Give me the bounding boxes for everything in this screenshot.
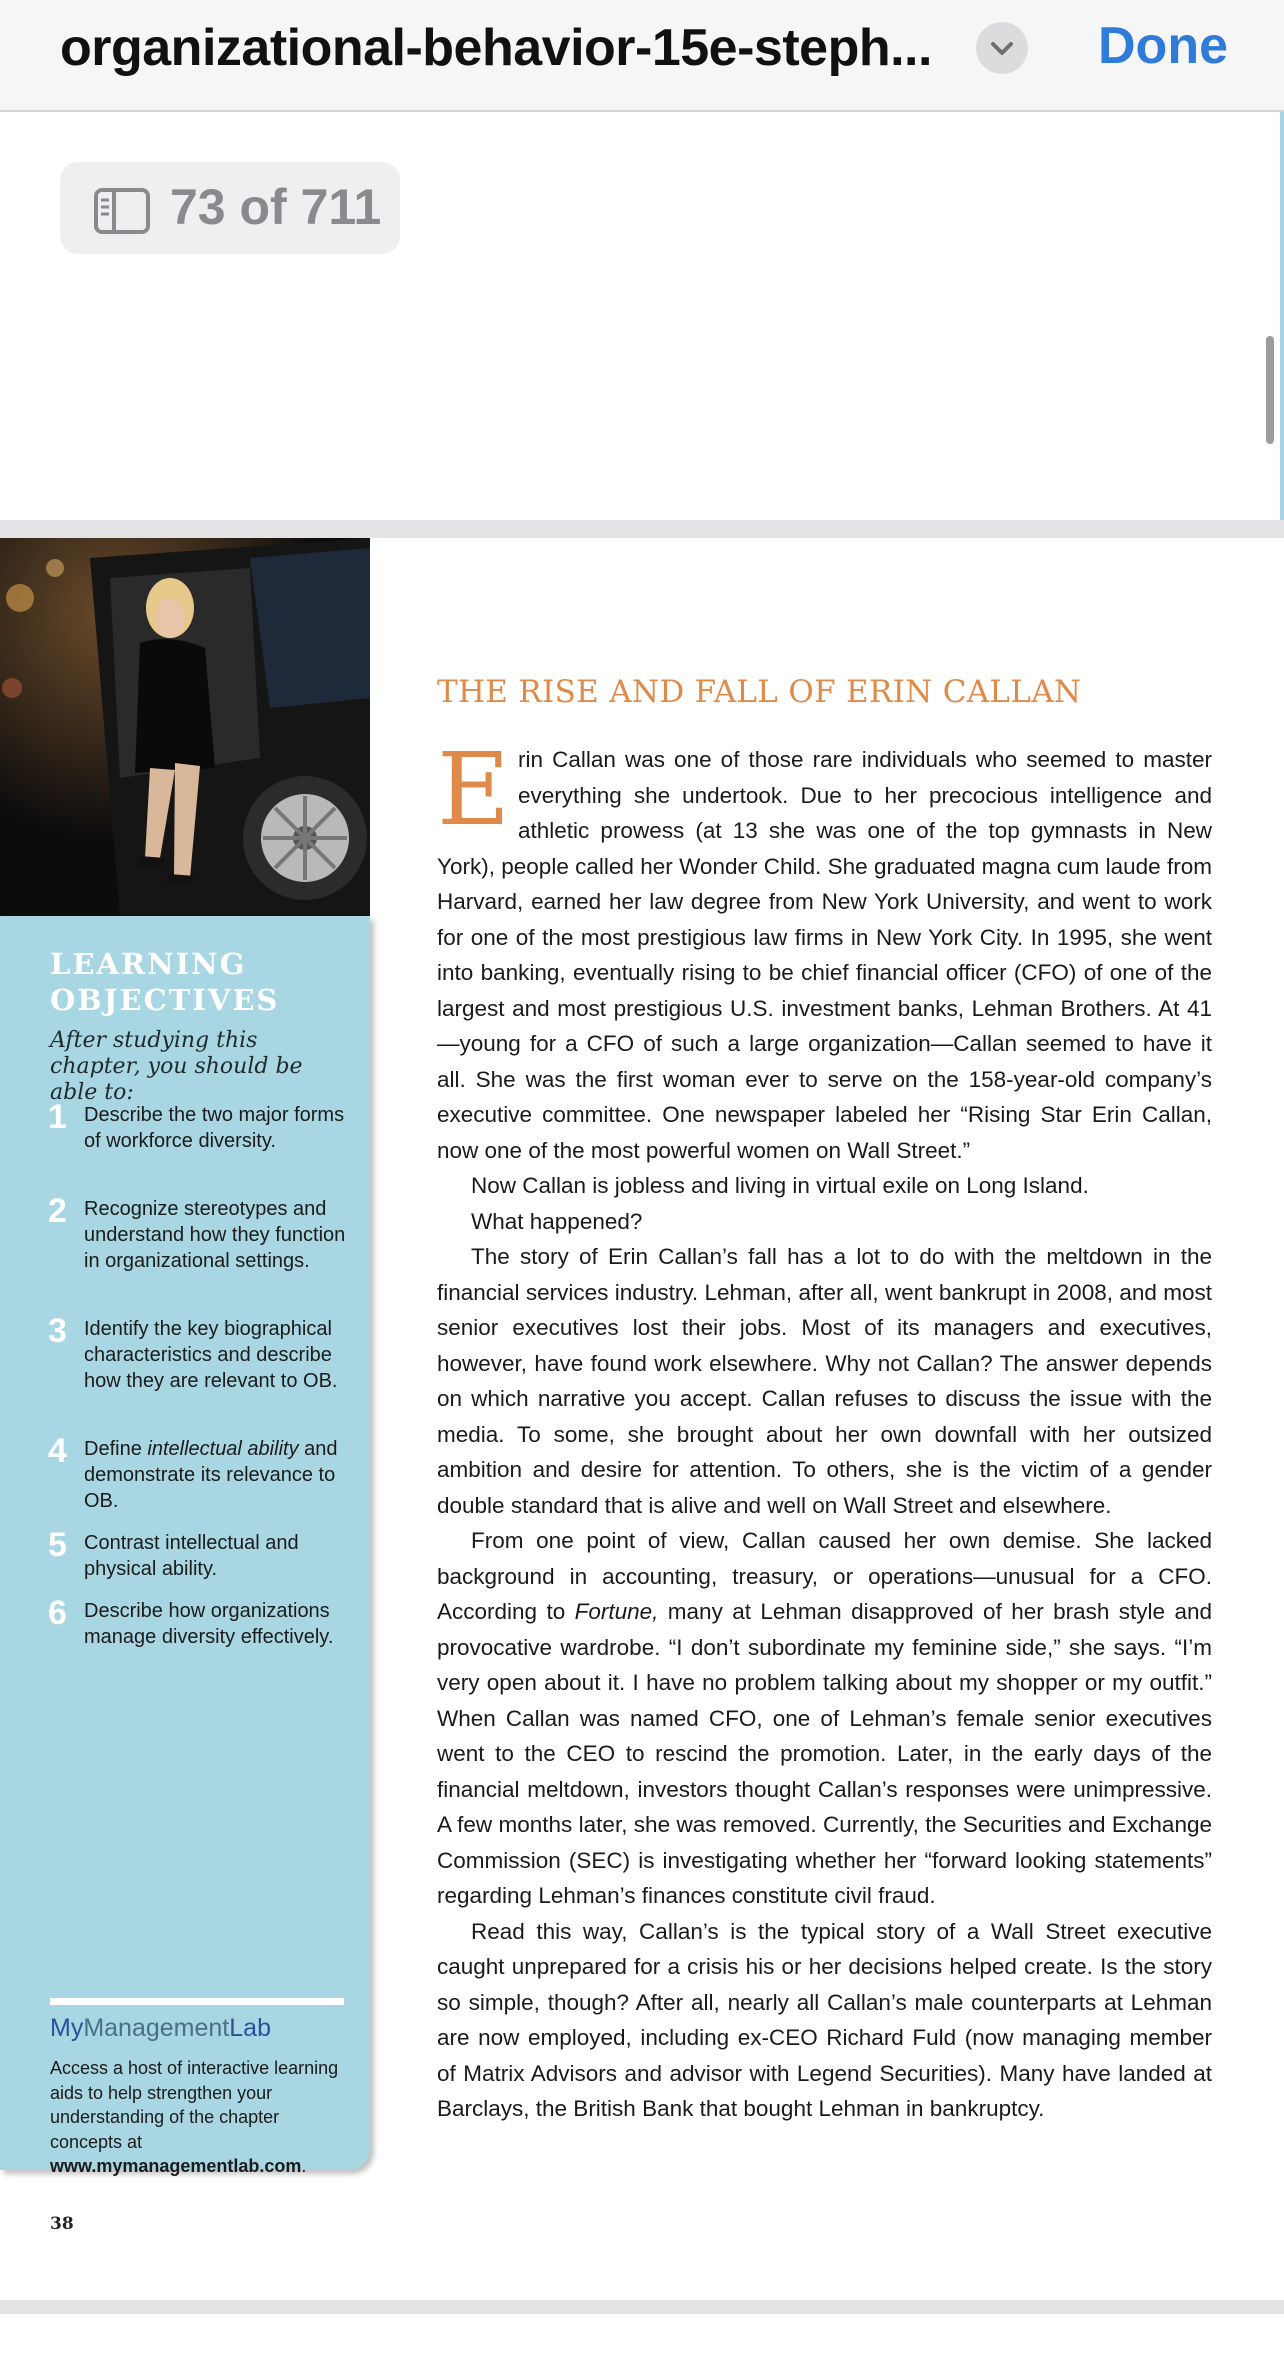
mymanagementlab-text [50,2056,350,2179]
objective-number: 5 [48,1526,67,1564]
brand-part: My [50,2014,84,2042]
article-title: THE RISE AND FALL OF ERIN CALLAN [437,674,1082,710]
learning-objectives-subtitle: After studying this chapter, you should be able to: [50,1028,303,1105]
next-page [0,2314,1284,2375]
paragraph-italic: Fortune, [574,1599,659,1624]
brand-part: Lab [229,2014,271,2042]
objective-text-italic: intellectual ability [147,1438,299,1460]
paragraph [437,1523,1212,1914]
objective-text [84,1436,364,1514]
mml-description: Access a host of interactive learning aids to help strengthen your understanding of the chapter concepts at [50,2058,339,2152]
objective-text-part: and demonstrate its relevance to OB. [84,1438,338,1512]
sidebar-toggle-icon [94,188,150,234]
objective-text: Recognize stereotypes and understand how they function in organizational settings. [84,1198,346,1272]
lo-title-line2: OBJECTIVES [50,983,280,1017]
paragraph [437,731,1212,1168]
paragraph-text: rin Callan was one of those rare individuals who seemed to master everything she undertook. Due to her precocious intelligence and athletic prowess (at 13 she was one of the top gymnasts in New York), people called her Wonder Child. She graduated magna cum laude from Harvard, earned her law degree from New York University, and went to work for one of the most prestigious law firms in New York City. In 1995, she went into banking, eventually rising to be chief financial officer (CFO) of one of the largest and most prestigious U.S. investment banks, Lehman Brothers. At 41—young for a CFO of such a large organization—Callan seemed to have it all. She was the first woman ever to serve on the 158-year-old company’s executive committee. One newspaper labeled her “Rising Star Erin Callan, now one of the most powerful women on Wall Street.” [437,747,1212,1163]
chevron-down-icon [989,37,1015,59]
article-body [437,731,1212,2127]
done-button[interactable]: Done [1098,17,1228,75]
page-number: 38 [50,2214,74,2234]
paragraph-text: From one point of view, Callan caused her own demise. She lacked background in accounting, treasury, or operations—unusual for a CFO. According to [437,1528,1212,1624]
objective-text-part: Define [84,1438,148,1460]
previous-page [0,112,1280,520]
woman-in-car-photo [0,538,370,916]
learning-objectives-title [50,946,350,1018]
paragraph: What happened? [471,1208,643,1234]
scrollbar-thumb[interactable] [1266,336,1274,444]
navigation-bar [0,0,1284,112]
lo-title-line1: LEARNING [50,947,247,981]
objective-number: 6 [48,1594,67,1632]
textbook-page [0,538,1284,2300]
paragraph: The story of Erin Callan’s fall has a lot to do with the meltdown in the financial services industry. Lehman, after all, went bankrupt in 2008, and most senior executives lost their jobs. Most of its managers and executives, however, have found work elsewhere. Why not Callan? The answer depends on which narrative you accept. Callan refuses to discuss the issue with the media. To some, she brought about her own downfall with her outsized ambition and desire for attention. To others, she is the victim of a gender double standard that is alive and well on Wall Street and elsewhere. [437,1244,1212,1518]
document-title: organizational-behavior-15e-steph... [60,19,932,77]
paragraph: Now Callan is jobless and living in virtual exile on Long Island. [471,1173,1089,1198]
brand-part: Management [83,2014,230,2042]
objective-number: 2 [48,1192,67,1230]
mml-period: . [301,2156,307,2177]
objective-number: 3 [48,1312,67,1350]
chapter-photo [0,538,370,916]
objective-text: Describe the two major forms of workforce diversity. [84,1104,345,1152]
learning-objectives-panel [0,916,370,2177]
divider [50,1998,344,2005]
mml-url[interactable]: www.mymanagementlab.com [50,2156,302,2177]
mymanagementlab-logo [50,2014,271,2043]
paragraph: Read this way, Callan’s is the typical story of a Wall Street executive caught unprepared for a crisis his or her decisions helped create. Is the story so simple, though? After all, nearly all Callan’s male counterparts at Lehman are now employed, including ex-CEO Richard Fuld (now managing member of Matrix Advisors and advisor with Legend Securities). Many have landed at Barclays, the British Bank that bought Lehman in bankruptcy. [437,1918,1212,2121]
page-count: 73 of 711 [170,179,382,235]
objective-number: 4 [48,1432,67,1470]
objective-text: Describe how organizations manage diversity effectively. [84,1600,334,1648]
page-edge-line [1280,112,1284,520]
objective-text: Contrast intellectual and physical ability. [84,1532,299,1580]
paragraph-text: many at Lehman disapproved of her brash style and provocative wardrobe. “I don’t subordinate my feminine side,” she says. “I’m very open about it. I have no problem talking about my shopper or my outfit.” When Callan was named CFO, one of Lehman’s female senior executives went to the CEO to rescind the promotion. Later, in the early days of the financial meltdown, investors thought Callan’s responses were unimpressive. A few months later, she was removed. Currently, the Securities and Exchange Commission (SEC) is investigating whether her “forward looking statements” regarding Lehman’s finances constitute civil fraud. [437,1599,1212,1908]
objective-text: Identify the key biographical characteristics and describe how they are relevant to OB. [84,1318,338,1392]
objective-number: 1 [48,1098,67,1136]
page-indicator[interactable] [60,162,400,254]
title-menu-button[interactable] [976,22,1028,74]
drop-cap: E [437,731,510,848]
divider [50,2224,344,2226]
